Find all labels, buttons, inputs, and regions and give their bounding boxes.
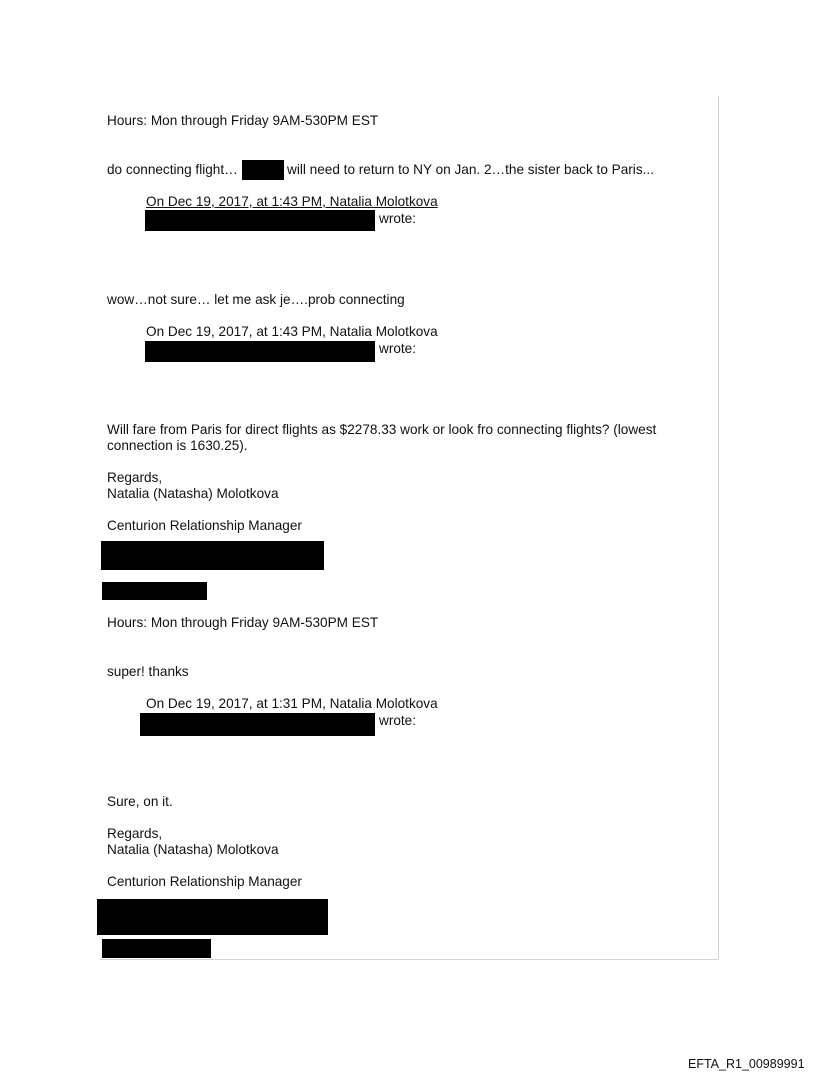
redaction-box — [140, 713, 375, 736]
redaction-box — [102, 939, 211, 958]
redaction-box — [101, 541, 324, 570]
redaction-box — [145, 210, 375, 231]
quote-wrote: wrote: — [379, 211, 417, 226]
quote-header: On Dec 19, 2017, at 1:31 PM, Natalia Molotkova — [146, 696, 438, 711]
hours-line: Hours: Mon through Friday 9AM-530PM EST — [107, 113, 379, 128]
quote-wrote: wrote: — [379, 713, 417, 728]
quote-header: On Dec 19, 2017, at 1:43 PM, Natalia Molotkova — [146, 194, 438, 209]
message-super: super! thanks — [107, 664, 189, 679]
message-connecting-part-b: will need to return to NY on Jan. 2…the sister back to Paris... — [287, 162, 654, 177]
redaction-box — [97, 899, 328, 935]
signature-regards: Regards, — [107, 826, 163, 841]
redaction-box — [242, 160, 284, 180]
quote-header: On Dec 19, 2017, at 1:43 PM, Natalia Molotkova — [146, 324, 438, 339]
message-fare: Will fare from Paris for direct flights as $2278.33 work or look fro connecting flights? (lowest connection is 1630.25). — [107, 422, 657, 453]
quote-wrote: wrote: — [379, 341, 417, 356]
redaction-box — [145, 341, 375, 362]
redaction-box — [102, 582, 207, 600]
signature-name: Natalia (Natasha) Molotkova — [107, 486, 279, 501]
message-sure: Sure, on it. — [107, 794, 173, 809]
message-connecting-part-a: do connecting flight… — [107, 162, 238, 177]
document-id: EFTA_R1_00989991 — [688, 1057, 805, 1071]
signature-title: Centurion Relationship Manager — [107, 874, 302, 889]
message-wow: wow…not sure… let me ask je….prob connecting — [107, 292, 405, 307]
hours-line: Hours: Mon through Friday 9AM-530PM EST — [107, 615, 379, 630]
signature-regards: Regards, — [107, 470, 163, 485]
signature-name: Natalia (Natasha) Molotkova — [107, 842, 279, 857]
signature-title: Centurion Relationship Manager — [107, 518, 302, 533]
